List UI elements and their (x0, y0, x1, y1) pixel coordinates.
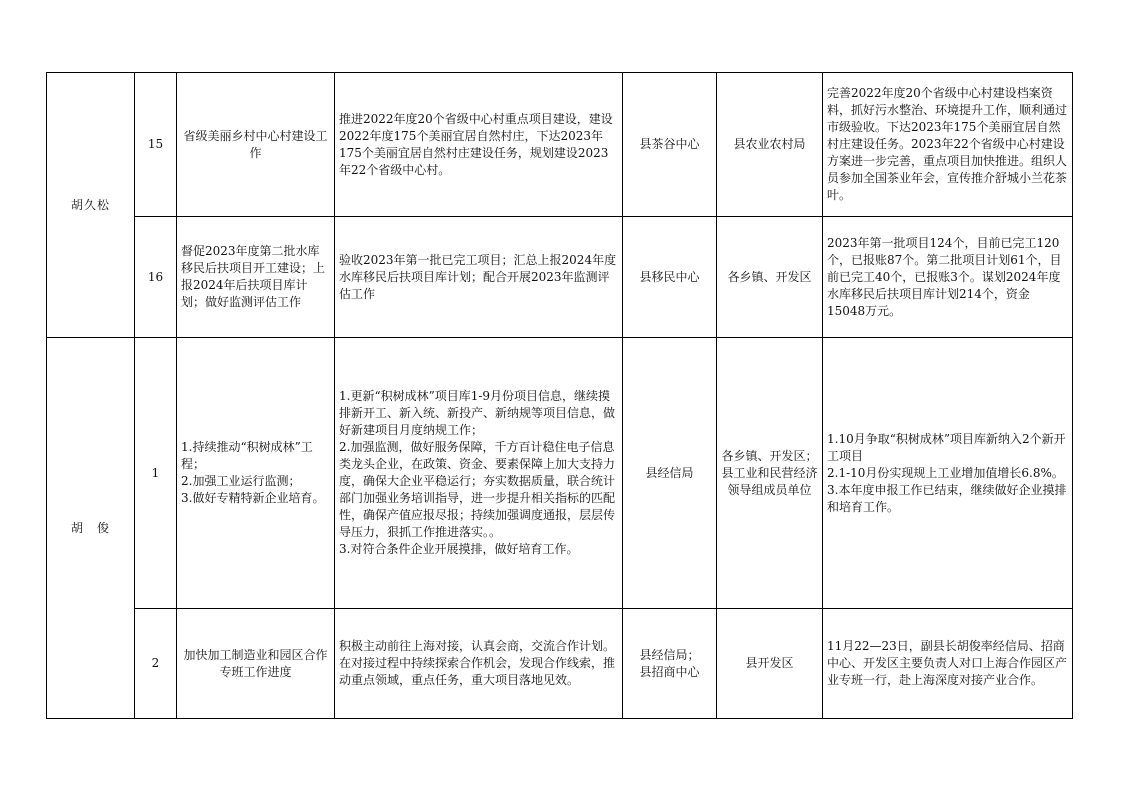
item-number-cell: 15 (135, 73, 177, 217)
lead-unit-cell: 县移民中心 (623, 217, 717, 338)
measures-cell (335, 338, 623, 609)
lead-unit-line: 县经信局； (639, 647, 700, 662)
task-line: 3.做好专精特新企业培育。 (181, 491, 325, 505)
progress-line: 1.10月争取“积树成林”项目库新纳入2个新开工项目 (827, 431, 1066, 463)
cooperating-unit-cell: 各乡镇、开发区 (717, 217, 823, 338)
table-row (47, 609, 1073, 719)
progress-cell: 11月22—23日，副县长胡俊率经信局、招商中心、开发区主要负责人对口上海合作园区产业专班一行，赴上海深度对接产业合作。 (823, 609, 1073, 719)
progress-line: 3.本年度申报工作已结束，继续做好企业摸排和培育工作。 (827, 482, 1067, 514)
table-row (47, 338, 1073, 609)
measures-line: 1.更新“积树成林”项目库1-9月份项目信息，继续摸排新开工、新入统、新投产、新纳规等项目信息，做好新建项目月度纳规工作； (339, 389, 616, 437)
responsible-person-cell: 胡久松 (47, 73, 135, 338)
item-number-cell: 1 (135, 338, 177, 609)
task-cell: 加快加工制造业和园区合作专班工作进度 (177, 609, 335, 719)
task-line: 2.加强工业运行监测； (181, 474, 301, 488)
item-number-cell: 16 (135, 217, 177, 338)
progress-cell (823, 338, 1073, 609)
task-cell (177, 338, 335, 609)
cooperating-unit-cell: 各乡镇、开发区；县工业和民营经济领导组成员单位 (717, 338, 823, 609)
lead-unit-cell: 县茶谷中心 (623, 73, 717, 217)
cooperating-unit-cell: 县农业农村局 (717, 73, 823, 217)
responsible-person-cell: 胡 俊 (47, 338, 135, 719)
lead-unit-line: 县招商中心 (639, 664, 700, 679)
progress-cell: 完善2022年度20个省级中心村建设档案资料，抓好污水整治、环境提升工作，顺利通过市级验收。下达2023年175个美丽宜居自然村庄建设任务。2023年22个省级中心村建设方案进一步完善，重点项目加快推进。组织人员参加全国茶业年会，宣传推介舒城小兰花茶叶。 (823, 73, 1073, 217)
measures-cell: 验收2023年第一批已完工项目；汇总上报2024年度水库移民后扶项目库计划；配合开展2023年监测评估工作 (335, 217, 623, 338)
measures-line: 2.加强监测，做好服务保障，千方百计稳住电子信息类龙头企业，在政策、资金、要素保障上加大支持力度，确保大企业平稳运行；夯实数据质量，联合统计部门加强业务培训指导，进一步提升相关指标的匹配性，确保产值应报尽报；持续加强调度通报，层层传导压力，狠抓工作推进落实。。 (339, 440, 616, 539)
work-progress-table (46, 72, 1073, 719)
lead-unit-cell: 县经信局 (623, 338, 717, 609)
progress-line: 2.1-10月份实现规上工业增加值增长6.8%。 (827, 465, 1064, 480)
table-row (47, 73, 1073, 217)
lead-unit-cell (623, 609, 717, 719)
measures-cell: 推进2022年度20个省级中心村重点项目建设，建设2022年度175个美丽宜居自然村庄，下达2023年175个美丽宜居自然村庄建设任务，规划建设2023年22个省级中心村。 (335, 73, 623, 217)
task-cell: 省级美丽乡村中心村建设工作 (177, 73, 335, 217)
cooperating-unit-cell: 县开发区 (717, 609, 823, 719)
task-cell: 督促2023年度第二批水库移民后扶项目开工建设；上报2024年后扶项目库计划；做好监测评估工作 (177, 217, 335, 338)
table-row (47, 217, 1073, 338)
measures-cell: 积极主动前往上海对接，认真会商，交流合作计划。在对接过程中持续探索合作机会，发现合作线索，推动重点领域，重点任务，重大项目落地见效。 (335, 609, 623, 719)
measures-line: 3.对符合条件企业开展摸排，做好培育工作。 (339, 542, 579, 556)
item-number-cell: 2 (135, 609, 177, 719)
task-line: 1.持续推动“积树成林”工程； (181, 440, 313, 471)
progress-cell: 2023年第一批项目124个，目前已完工120个，已报账87个。第二批项目计划61个，目前已完工40个，已报账3个。谋划2024年度水库移民后扶项目库计划214个，资金15048万元。 (823, 217, 1073, 338)
